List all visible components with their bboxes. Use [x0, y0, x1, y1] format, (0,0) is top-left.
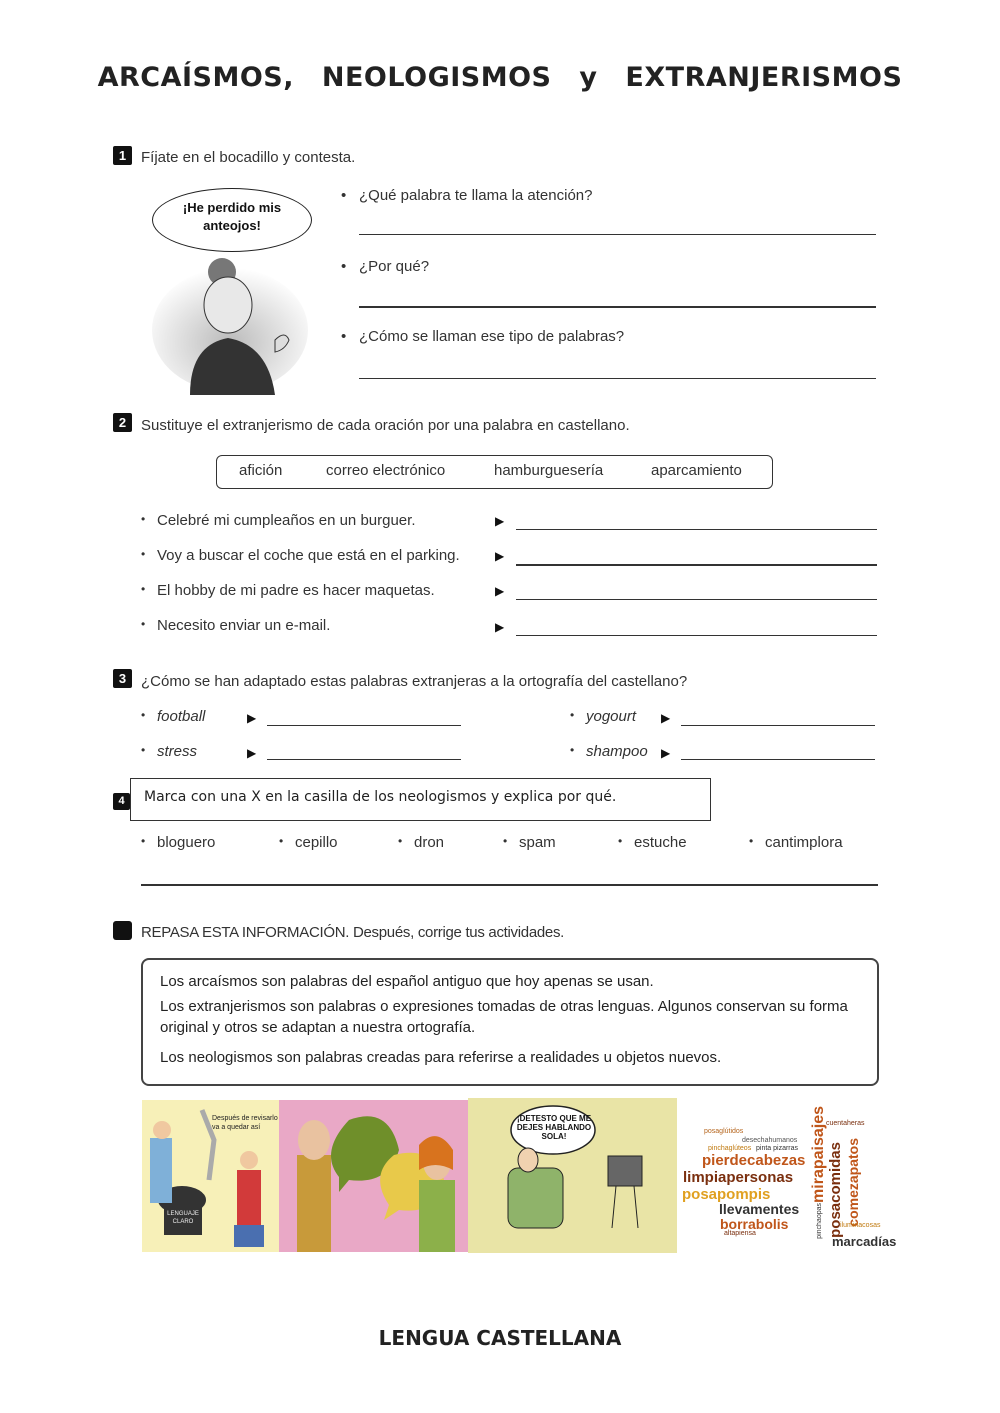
- bullet: •: [503, 834, 508, 848]
- neologism-option[interactable]: spam: [519, 834, 556, 851]
- cartoon-plain-language: [142, 1100, 279, 1252]
- bullet: •: [141, 547, 146, 561]
- word-option: afición: [239, 462, 283, 479]
- arrow-icon: ▶: [661, 746, 671, 760]
- sentence-2: Voy a buscar el coche que está en el parking.: [157, 547, 460, 564]
- footer-subject: LENGUA CASTELLANA: [378, 1326, 622, 1350]
- cartoon-conversation: [279, 1100, 468, 1252]
- cloud-word: pinta pizarras: [756, 1145, 799, 1152]
- neologism-option[interactable]: estuche: [634, 834, 687, 851]
- info-neologisms: Los neologismos son palabras creadas para referirse a realidades u objetos nuevos.: [160, 1049, 722, 1066]
- neologism-option[interactable]: bloguero: [157, 834, 216, 851]
- arrow-icon: ▶: [661, 711, 671, 725]
- cloud-word: iluminacosas: [840, 1222, 881, 1229]
- cloud-word: pierdecabezas: [702, 1152, 806, 1169]
- answer-line[interactable]: [141, 884, 878, 886]
- exercise-4-instruction: Marca con una X en la casilla de los neologismos y explica por qué.: [144, 789, 617, 805]
- cloud-word: llevamentes: [719, 1201, 800, 1217]
- question-2: ¿Por qué?: [359, 258, 430, 275]
- cartoon-caption: Después de revisarlo va a quedar así: [212, 1115, 278, 1131]
- cloud-word: posapompis: [682, 1186, 771, 1203]
- bullet: •: [141, 582, 146, 596]
- question-1: ¿Qué palabra te llama la atención?: [359, 187, 593, 204]
- cloud-word: desechahumanos: [742, 1137, 798, 1144]
- cloud-word: altapiensa: [724, 1230, 756, 1237]
- answer-line[interactable]: [267, 725, 461, 726]
- neologism-option[interactable]: cantimplora: [765, 834, 843, 851]
- answer-line[interactable]: [516, 635, 877, 636]
- cloud-word: limpiapersonas: [683, 1169, 794, 1186]
- cartoon-bubble-text: ¡DETESTO QUE ME DEJES HABLANDO SOLA!: [516, 1114, 592, 1141]
- cloud-word: borrabolis: [720, 1216, 789, 1232]
- cloud-word: comezapatos: [845, 1138, 861, 1227]
- speech-bubble: [152, 188, 312, 252]
- bullet: •: [570, 708, 575, 722]
- arrow-icon: ▶: [495, 620, 505, 634]
- cloud-word: posaglútidos: [704, 1128, 744, 1135]
- bullet: •: [341, 187, 347, 204]
- cartoon-pot-label: LENGUAJE CLARO: [167, 1211, 199, 1225]
- cloud-word: posacomidas: [827, 1142, 844, 1238]
- foreign-word: football: [157, 708, 206, 725]
- grandmother-illustration: [150, 250, 310, 395]
- answer-line[interactable]: [516, 564, 877, 566]
- word-option: hamburguesería: [494, 462, 604, 479]
- question-3: ¿Cómo se llaman ese tipo de palabras?: [359, 328, 625, 345]
- arrow-icon: ▶: [247, 711, 257, 725]
- answer-line[interactable]: [681, 759, 875, 760]
- exercise-4-number: 4: [113, 793, 130, 810]
- bullet: •: [141, 834, 146, 848]
- neologism-option[interactable]: cepillo: [295, 834, 338, 851]
- bullet: •: [341, 328, 347, 345]
- neologism-word-cloud: [678, 1098, 918, 1253]
- word-option: correo electrónico: [326, 462, 446, 479]
- bullet: •: [141, 743, 146, 757]
- cloud-word: mirapaisajes: [810, 1106, 827, 1203]
- answer-line[interactable]: [267, 759, 461, 760]
- bullet: •: [141, 708, 146, 722]
- exercise-1-number: 1: [113, 146, 132, 165]
- word-option: aparcamiento: [651, 462, 742, 479]
- foreign-word: shampoo: [586, 743, 648, 760]
- bullet: •: [279, 834, 284, 848]
- review-heading: REPASA ESTA INFORMACIÓN. Después, corrige tus actividades.: [141, 924, 565, 941]
- exercise-1-instruction: Fíjate en el bocadillo y contesta.: [141, 149, 356, 166]
- arrow-icon: ▶: [495, 584, 505, 598]
- answer-line[interactable]: [681, 725, 875, 726]
- foreign-word: stress: [157, 743, 198, 760]
- bullet: •: [398, 834, 403, 848]
- bullet: •: [141, 617, 146, 631]
- cloud-word: marcadías: [832, 1234, 897, 1249]
- sentence-3: El hobby de mi padre es hacer maquetas.: [157, 582, 435, 599]
- arrow-icon: ▶: [495, 549, 505, 563]
- cloud-word: pinchaopas: [816, 1203, 823, 1239]
- answer-line[interactable]: [516, 529, 877, 530]
- answer-line-2[interactable]: [359, 306, 876, 308]
- cloud-word: pinchaglúteos: [708, 1145, 752, 1152]
- answer-line-3[interactable]: [359, 378, 876, 379]
- page-title: ARCAÍSMOS, NEOLOGISMOS y EXTRANJERISMOS: [97, 62, 903, 93]
- speech-bubble-text: ¡He perdido mis anteojos!: [182, 200, 282, 233]
- neologism-option[interactable]: dron: [414, 834, 445, 851]
- arrow-icon: ▶: [495, 514, 505, 528]
- exercise-3-number: 3: [113, 669, 132, 688]
- info-archaisms: Los arcaísmos son palabras del español antiguo que hoy apenas se usan.: [160, 973, 654, 990]
- bullet: •: [341, 258, 347, 275]
- bullet: •: [749, 834, 754, 848]
- sentence-4: Necesito enviar un e-mail.: [157, 617, 331, 634]
- review-marker: [113, 921, 132, 940]
- exercise-2-number: 2: [113, 413, 132, 432]
- answer-line-1[interactable]: [359, 234, 876, 235]
- bullet: •: [141, 512, 146, 526]
- info-foreignisms: Los extranjerismos son palabras o expresiones tomadas de otras lenguas. Algunos conservan su forma original y otros se adaptan a nuestra ortografía.: [160, 998, 848, 1036]
- cloud-word: cuentaheras: [826, 1120, 865, 1127]
- exercise-3-instruction: ¿Cómo se han adaptado estas palabras extranjeras a la ortografía del castellano?: [141, 673, 688, 690]
- arrow-icon: ▶: [247, 746, 257, 760]
- foreign-word: yogourt: [586, 708, 637, 725]
- exercise-2-instruction: Sustituye el extranjerismo de cada oración por una palabra en castellano.: [141, 417, 630, 434]
- bullet: •: [570, 743, 575, 757]
- answer-line[interactable]: [516, 599, 877, 600]
- sentence-1: Celebré mi cumpleaños en un burguer.: [157, 512, 416, 529]
- cartoon-tv: [468, 1098, 677, 1253]
- bullet: •: [618, 834, 623, 848]
